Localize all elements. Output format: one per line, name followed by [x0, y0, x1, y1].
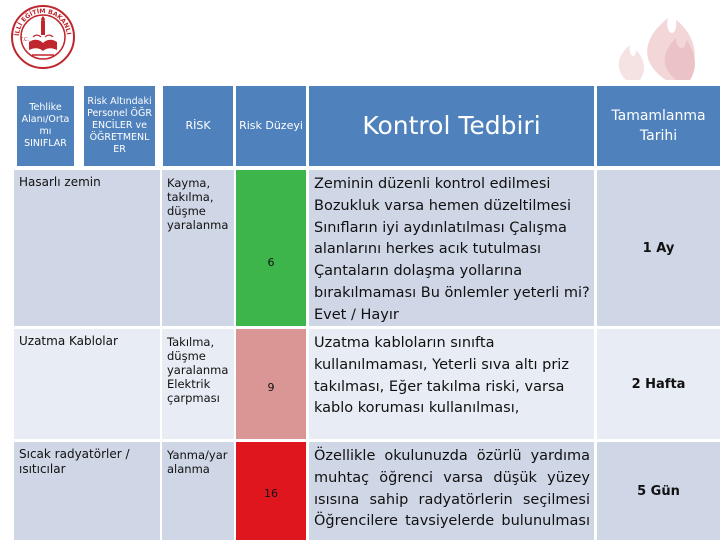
row3-hazard — [14, 442, 160, 540]
table-cell: Takılma, düşme yaralanma Elektrik çarpması — [167, 335, 229, 405]
table-cell: Hasarlı zemin — [19, 175, 101, 189]
row2-risk — [162, 329, 234, 439]
header-hazard-label: Tehlike Alanı/Orta mı SINIFLAR — [21, 102, 70, 149]
row1-control — [309, 170, 594, 326]
logo-tc-text: T.C. — [20, 37, 30, 43]
row2-control — [309, 329, 594, 439]
row2-date — [597, 329, 720, 439]
risk-level-value: 6 — [267, 255, 275, 269]
header-control — [309, 86, 594, 166]
header-personnel-label: Risk Altındaki Personel ÖĞRENCİLER ve ÖĞRETMENLER — [87, 96, 152, 155]
risk-level-value: 9 — [267, 380, 275, 394]
row1-date — [597, 170, 720, 326]
table-cell: Kayma, takılma, düşme yaralanma — [167, 176, 229, 232]
row3-control — [309, 442, 594, 540]
row3-risk — [162, 442, 234, 540]
risk-level-value: 16 — [264, 486, 278, 500]
row3-level — [236, 442, 306, 540]
row1-hazard — [14, 170, 160, 326]
header-risk-level-label: Risk Düzeyi — [239, 119, 303, 132]
table-cell: Yanma/yar alanma — [167, 448, 228, 476]
row1-level — [236, 170, 306, 326]
table-cell: Özellikle okulunuzda özürlü yardıma muhtaç öğrenci varsa düşük yüzey ısısına sahip radyatörlerin seçilmesi Öğrencilere tavsiyelerde bulunulması — [314, 448, 590, 530]
row1-risk — [162, 170, 234, 326]
logo-ring-text: İLLİ EĞİTİM BAKANLI — [14, 7, 72, 37]
table-cell: Uzatma Kablolar — [19, 334, 118, 348]
header-risk — [163, 86, 233, 166]
header-personnel — [84, 86, 155, 166]
completion-date: 2 Hafta — [631, 376, 686, 392]
header-hazard — [17, 86, 74, 166]
flame-watermark-icon — [606, 0, 720, 80]
ministry-logo — [10, 4, 76, 70]
row2-level — [236, 329, 306, 439]
row3-date — [597, 442, 720, 540]
table-cell: Sıcak radyatörler /ısıtıcılar — [19, 447, 130, 476]
row2-hazard — [14, 329, 160, 439]
completion-date: 1 Ay — [642, 240, 675, 256]
header-risk-label: RİSK — [185, 119, 211, 132]
completion-date: 5 Gün — [637, 483, 680, 499]
table-cell: Uzatma kabloların sınıfta kullanılmaması, Yeterli sıva altı priz takılması, Eğer takılma riski, varsa kablo koruması kullanılması, — [314, 335, 569, 417]
header-risk-level — [236, 86, 306, 166]
header-completion — [597, 86, 720, 166]
table-cell: Zeminin düzenli kontrol edilmesi Bozukluk varsa hemen düzeltilmesi Sınıfların iyi aydınlatılması Çalışma alanlarını herkes acık tutulması Çantaların dolaşma yollarına bırakılmaması Bu önlemler yeterli mi? Evet / Hayır — [314, 176, 590, 323]
header-completion-label: Tamamlanma Tarihi — [611, 108, 706, 144]
header-control-label: Kontrol Tedbiri — [362, 111, 541, 140]
